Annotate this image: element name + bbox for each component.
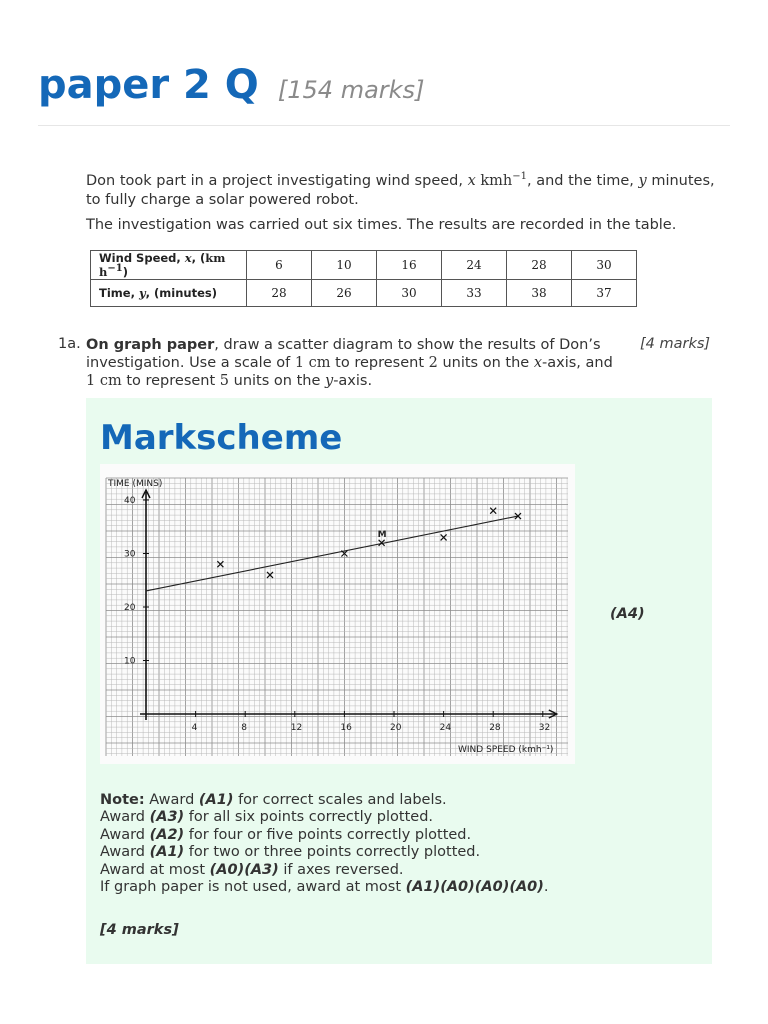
math-x: x [533, 355, 542, 371]
question-part: units on the [229, 373, 325, 389]
table-row [91, 251, 637, 280]
label-text: Wind Speed, [99, 251, 185, 265]
mark-code: (A3) [149, 809, 185, 826]
x-axis-label: WIND SPEED (kmh⁻¹) [458, 745, 554, 755]
scatter-chart-svg [100, 464, 575, 764]
x-tick-label: 20 [390, 723, 402, 733]
table-cell: 16 [377, 251, 442, 280]
award-tag: (A4) [610, 606, 645, 622]
note-text: for four or five points correctly plotted. [184, 826, 472, 843]
note-line [100, 879, 700, 896]
y-tick-label: 40 [124, 496, 136, 506]
page-title: paper 2 Q [38, 62, 259, 108]
question-part: to represent [121, 373, 220, 389]
x-tick-label: 32 [538, 723, 551, 733]
math-value: 1 cm [86, 373, 122, 389]
table-cell: 24 [442, 251, 507, 280]
math-value: 2 [428, 355, 438, 371]
intro-text: Don took part in a project investigating wind speed, [86, 173, 468, 189]
intro-text: minutes, to fully charge a solar powered robot. [86, 173, 715, 208]
question-part: -axis. [333, 373, 373, 389]
math-x: x [467, 173, 476, 189]
note-text: for all six points correctly plotted. [184, 809, 434, 826]
note-text: if axes reversed. [278, 861, 404, 878]
mean-point-label: M [377, 529, 387, 540]
note-line [100, 827, 700, 844]
chart-tick-labels [124, 496, 550, 733]
math-unit: kmh [475, 173, 513, 189]
x-tick-label: 8 [241, 723, 247, 733]
row-header-wind-speed [91, 251, 247, 280]
markscheme-notes [100, 792, 700, 896]
mark-code: (A1)(A0)(A0)(A0) [405, 879, 544, 896]
math-exponent: −1 [512, 171, 528, 183]
markscheme-panel [86, 398, 712, 964]
mark-code: (A0)(A3) [209, 861, 279, 878]
table-cell: 6 [247, 251, 312, 280]
table-cell: 28 [247, 280, 312, 307]
question-part: to represent [330, 355, 429, 371]
y-tick-label: 10 [124, 656, 136, 667]
x-tick-label: 12 [290, 723, 303, 733]
math-y: y [324, 373, 334, 389]
intro-paragraph-1 [86, 172, 726, 210]
math-unit: km h [99, 251, 226, 279]
question-text [86, 336, 626, 390]
intro-text: , and the time, [527, 173, 639, 189]
label-text: , (minutes) [145, 286, 217, 300]
question-bold: On graph paper [86, 337, 215, 353]
markscheme-title: Markscheme [100, 418, 343, 458]
table-cell: 30 [572, 251, 637, 280]
label-text: Time, [99, 286, 139, 300]
question-number: 1a. [58, 336, 81, 352]
note-label: Note: [100, 792, 145, 808]
mark-code: (A1) [198, 792, 234, 808]
math-value: 1 cm [294, 355, 331, 371]
math-exponent: −1 [107, 263, 123, 275]
question-part: -axis, and [542, 355, 613, 371]
table-cell: 33 [442, 280, 507, 307]
table-cell: 28 [507, 251, 572, 280]
data-point [441, 534, 447, 540]
note-line [100, 809, 700, 826]
question-part: units on the [437, 355, 534, 371]
math-x: x [184, 251, 192, 265]
mark-code: (A2) [149, 826, 185, 843]
data-point [490, 508, 496, 514]
y-tick-label: 30 [124, 549, 136, 560]
note-line [100, 792, 700, 809]
question-intro [86, 172, 726, 241]
question-part: , draw a scatter diagram to show the results of Don’s investigation. Use a scale of [86, 337, 601, 371]
x-tick-label: 4 [191, 723, 198, 733]
final-marks: [4 marks] [100, 922, 179, 938]
x-tick-label: 24 [439, 723, 452, 733]
note-text: for correct scales and labels. [233, 792, 447, 808]
page-header [38, 62, 730, 126]
note-text: Award [144, 792, 199, 808]
results-table [90, 250, 637, 307]
row-header-time [91, 280, 247, 307]
table-row [91, 280, 637, 307]
intro-paragraph-2: The investigation was carried out six times. The results are recorded in the table. [86, 217, 677, 233]
math-y: y [638, 173, 647, 189]
mark-code: (A1) [149, 844, 185, 861]
table-cell: 10 [312, 251, 377, 280]
note-line [100, 862, 700, 879]
y-tick-label: 20 [124, 603, 136, 613]
total-marks: [154 marks] [277, 76, 425, 104]
note-text: . [543, 879, 549, 896]
question-marks: [4 marks] [640, 336, 711, 352]
note-text: for two or three points correctly plotted. [184, 844, 481, 861]
data-point [267, 572, 273, 578]
note-text: Award [100, 809, 150, 826]
note-text: If graph paper is not used, award at most [100, 879, 406, 896]
math-y: y [138, 286, 146, 300]
note-text: Award [100, 826, 150, 843]
table-cell: 37 [572, 280, 637, 307]
label-text: ) [122, 265, 128, 279]
y-axis-label: TIME (MINS) [108, 479, 163, 489]
label-text: , ( [191, 251, 206, 265]
note-text: Award at most [100, 861, 210, 878]
note-line [100, 844, 700, 861]
note-text: Award [100, 844, 150, 861]
scatter-graph [100, 464, 575, 764]
table-cell: 38 [507, 280, 572, 307]
table-cell: 26 [312, 280, 377, 307]
x-tick-label: 28 [489, 723, 501, 733]
math-value: 5 [219, 373, 230, 389]
line-of-best-fit [146, 516, 518, 591]
x-tick-label: 16 [340, 723, 352, 733]
table-cell: 30 [377, 280, 442, 307]
